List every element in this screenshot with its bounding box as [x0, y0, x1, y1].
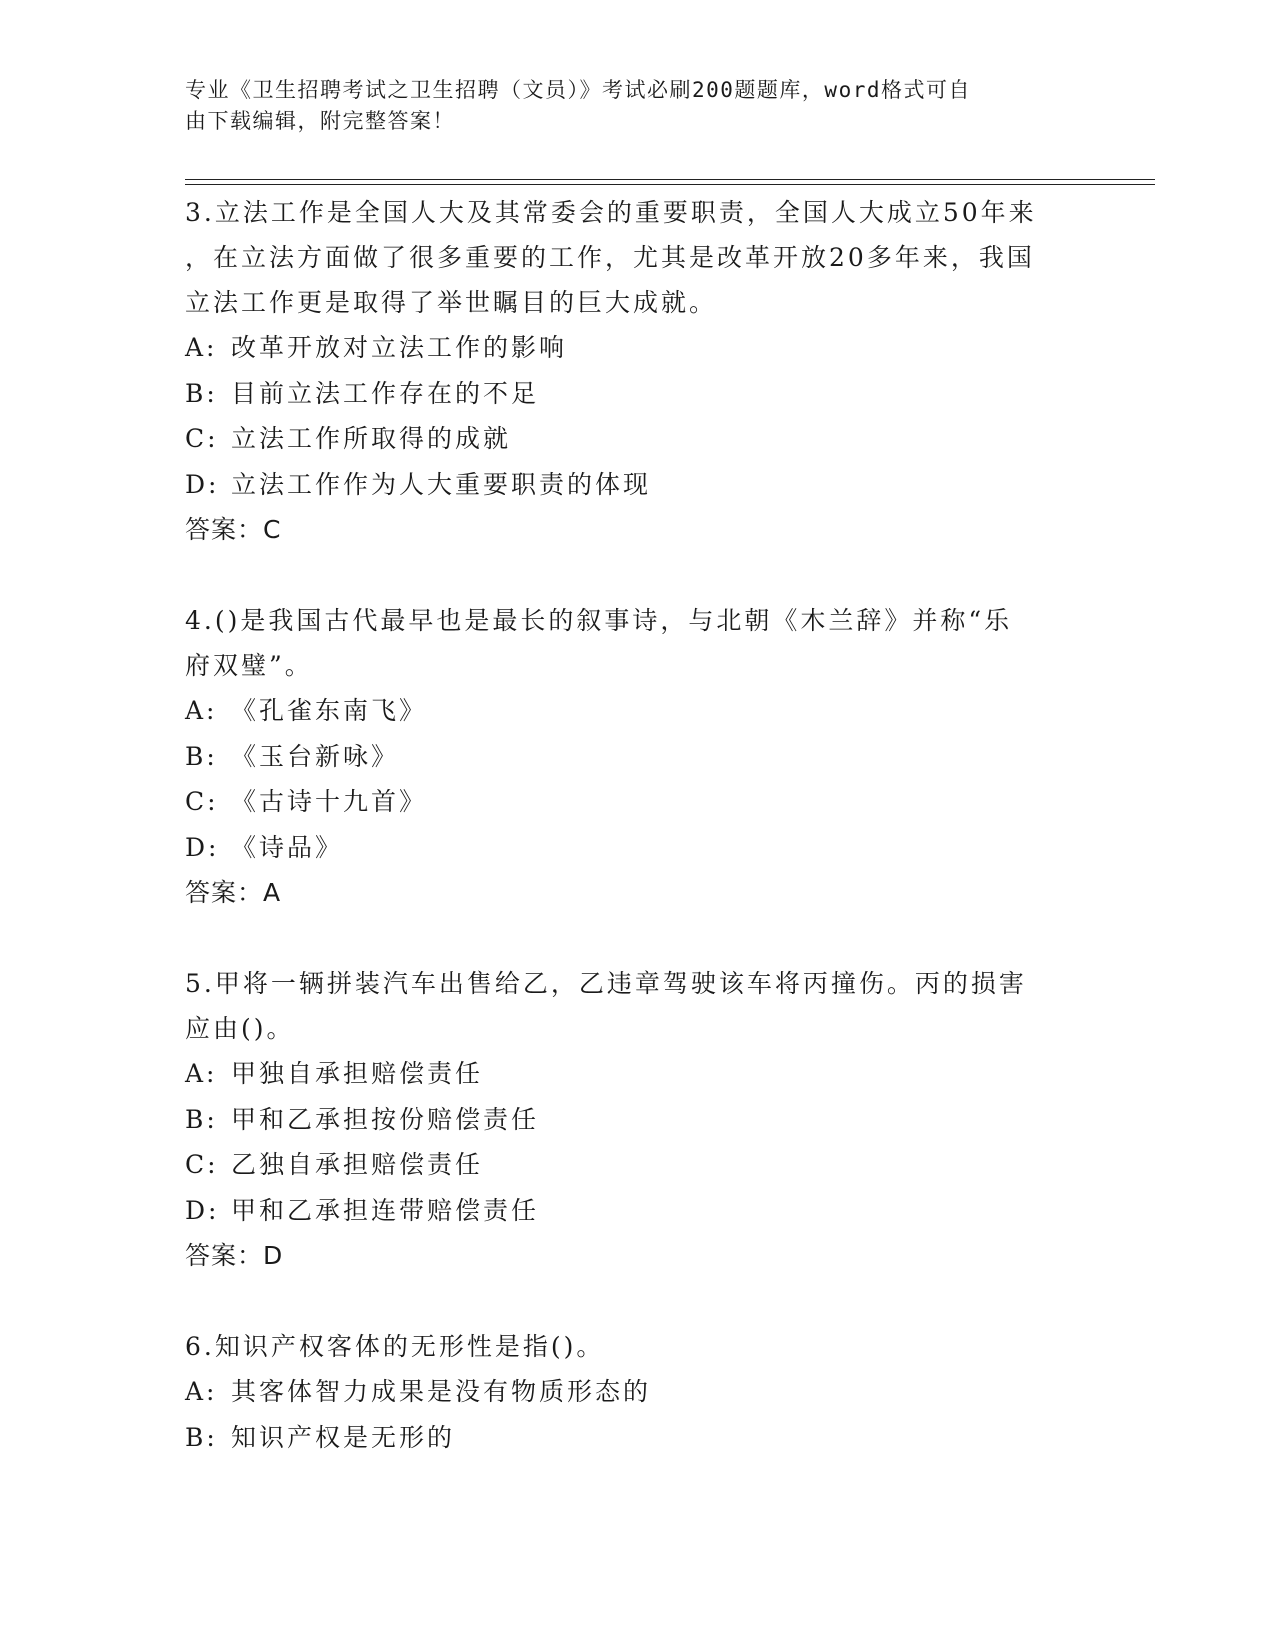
header-divider-top: [185, 179, 1155, 180]
answer-label: 答案：C: [185, 515, 282, 544]
option-letter: D:: [185, 469, 220, 499]
option-a: [185, 325, 1085, 371]
answer-label: 答案：A: [185, 878, 282, 907]
option-letter: D:: [185, 832, 220, 862]
option-text: 《古诗十九首》: [231, 787, 428, 816]
option-b: [185, 1415, 1085, 1461]
option-letter: A:: [185, 1377, 218, 1406]
answer-label: 答案：D: [185, 1241, 284, 1270]
option-text: 目前立法工作存在的不足: [231, 378, 540, 408]
option-text: 其客体智力成果是没有物质形态的: [231, 1377, 652, 1406]
option-letter: C:: [185, 424, 219, 453]
question-stem-line: 立法工作更是取得了举世瞩目的巨大成就。: [185, 288, 718, 317]
option-a: [185, 688, 1085, 734]
option-letter: A:: [185, 696, 218, 725]
question-stem-line: 府双璧”。: [185, 651, 313, 680]
option-b: [185, 1097, 1085, 1143]
option-d: [185, 1188, 1085, 1234]
header-line-1: 专业《卫生招聘考试之卫生招聘（文员）》考试必刷200题题库，word格式可自: [185, 78, 971, 102]
question-4: [185, 598, 1085, 915]
header-line-2: 由下载编辑，附完整答案！: [185, 109, 455, 133]
option-letter: B:: [185, 1104, 218, 1134]
question-stem-line: 3.立法工作是全国人大及其常委会的重要职责，全国人大成立50年来: [185, 198, 1037, 227]
option-letter: A:: [185, 1059, 218, 1088]
option-b: [185, 371, 1085, 417]
question-spacer: [185, 552, 1085, 598]
option-text: 甲和乙承担连带赔偿责任: [231, 1195, 540, 1225]
question-list: [185, 190, 1085, 1460]
option-text: 《玉台新咏》: [231, 741, 400, 771]
option-letter: D:: [185, 1195, 220, 1225]
option-text: 甲独自承担赔偿责任: [231, 1059, 484, 1088]
document-header: [185, 75, 1065, 137]
question-spacer: [185, 1278, 1085, 1324]
question-stem-line: 4.()是我国古代最早也是最长的叙事诗，与北朝《木兰辞》并称“乐: [185, 606, 1013, 635]
option-text: 《诗品》: [231, 832, 344, 862]
option-text: 立法工作作为人大重要职责的体现: [231, 469, 652, 499]
option-c: [185, 416, 1085, 462]
question-3: [185, 190, 1085, 552]
option-letter: B:: [185, 1422, 218, 1452]
option-letter: A:: [185, 333, 218, 362]
option-letter: C:: [185, 1150, 219, 1179]
option-text: 乙独自承担赔偿责任: [231, 1150, 484, 1179]
question-stem-line: 5.甲将一辆拼装汽车出售给乙，乙违章驾驶该车将丙撞伤。丙的损害: [185, 969, 1027, 998]
option-letter: C:: [185, 787, 219, 816]
option-text: 《孔雀东南飞》: [231, 696, 428, 725]
option-c: [185, 1142, 1085, 1188]
option-text: 甲和乙承担按份赔偿责任: [231, 1104, 540, 1134]
option-letter: B:: [185, 741, 218, 771]
header-divider-bottom: [185, 184, 1155, 185]
question-6: [185, 1324, 1085, 1460]
option-a: [185, 1369, 1085, 1415]
option-text: 知识产权是无形的: [231, 1422, 456, 1452]
question-stem-line: 应由()。: [185, 1014, 295, 1043]
option-c: [185, 779, 1085, 825]
question-stem-line: 6.知识产权客体的无形性是指()。: [185, 1332, 605, 1361]
option-a: [185, 1051, 1085, 1097]
option-d: [185, 825, 1085, 871]
option-b: [185, 734, 1085, 780]
question-5: [185, 961, 1085, 1278]
option-text: 改革开放对立法工作的影响: [231, 333, 568, 362]
option-d: [185, 462, 1085, 508]
option-text: 立法工作所取得的成就: [231, 424, 512, 453]
question-stem-line: ，在立法方面做了很多重要的工作，尤其是改革开放20多年来，我国: [185, 243, 1035, 272]
question-spacer: [185, 915, 1085, 961]
option-letter: B:: [185, 378, 218, 408]
